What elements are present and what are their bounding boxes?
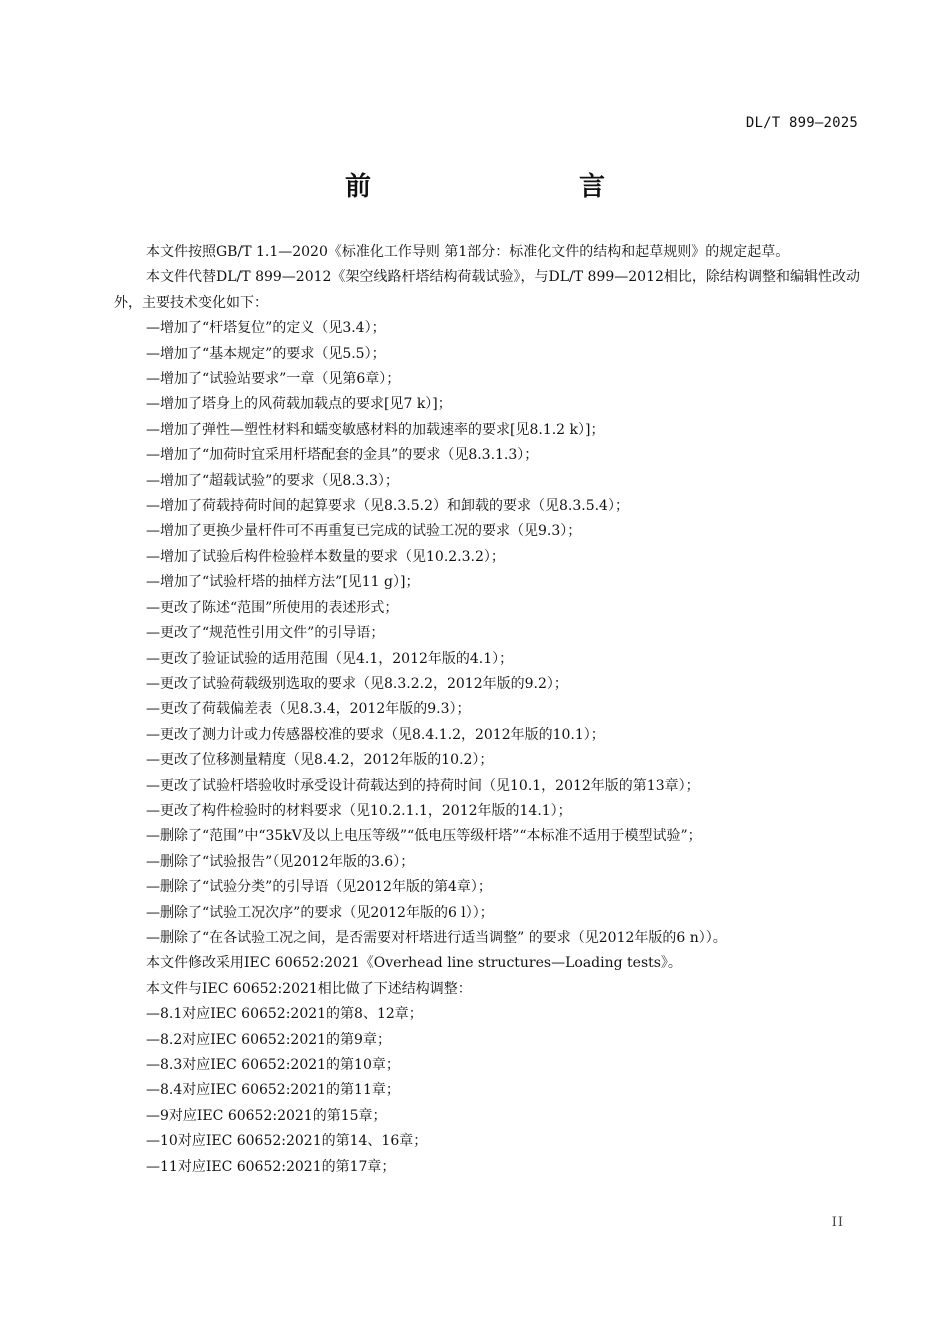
list-item: —增加了荷载持荷时间的起算要求（见8.3.5.2）和卸载的要求（见8.3.5.4）； (146, 498, 629, 515)
list-item: —更改了验证试验的适用范围（见4.1，2012年版的4.1）； (146, 650, 514, 667)
list-item: —删除了“试验报告”（见2012年版的3.6）； (146, 853, 415, 870)
iec-adoption-statement: 本文件修改采用IEC 60652:2021《Overhead line structures—Loading tests》。 (146, 955, 682, 972)
list-item: —增加了“试验站要求”一章（见第6章）； (146, 371, 401, 388)
list-item: —删除了“试验分类”的引导语（见2012年版的第4章）； (146, 879, 492, 896)
list-item: —8.3对应IEC 60652:2021的第10章； (146, 1057, 400, 1073)
list-item: —9对应IEC 60652:2021的第15章； (146, 1107, 387, 1124)
list-item: —8.4对应IEC 60652:2021的第11章； (146, 1082, 400, 1099)
page-number: II (831, 1215, 844, 1230)
list-item: —8.2对应IEC 60652:2021的第9章； (146, 1031, 391, 1048)
list-item: —增加了“加荷时宜采用杆塔配套的金具”的要求（见8.3.1.3）； (146, 447, 539, 464)
list-item: —增加了“杆塔复位”的定义（见3.4）； (146, 320, 386, 337)
list-item: —10对应IEC 60652:2021的第14、16章； (146, 1133, 428, 1150)
list-item: —更改了“规范性引用文件”的引导语； (146, 625, 385, 642)
list-item: —增加了试验后构件检验样本数量的要求（见10.2.3.2）； (146, 548, 505, 565)
list-item: —删除了“范围”中“35kV及以上电压等级”“低电压等级杆塔”“本标准不适用于模型试验”； (146, 828, 702, 845)
document-code: DL/T 899—2025 (745, 115, 858, 131)
list-item: —增加了弹性—塑性材料和蠕变敏感材料的加载速率的要求[见8.1.2 k）]； (146, 421, 605, 438)
list-item: —更改了测力计或力传感器校准的要求（见8.4.1.2，2012年版的10.1）； (146, 726, 605, 743)
list-item: —更改了构件检验时的材料要求（见10.2.1.1，2012年版的14.1）； (146, 802, 572, 819)
list-item: —增加了更换少量杆件可不再重复已完成的试验工况的要求（见9.3）； (146, 523, 582, 540)
list-item: —增加了“超载试验”的要求（见8.3.3）； (146, 472, 399, 489)
list-item: —更改了荷载偏差表（见8.3.4，2012年版的9.3）； (146, 701, 471, 718)
structure-changes-list (114, 1002, 860, 1180)
iec-structure-intro: 本文件与IEC 60652:2021相比做了下述结构调整： (146, 980, 472, 997)
list-item: —删除了“试验工况次序”的要求（见2012年版的6 l））； (146, 904, 494, 921)
list-item: —更改了位移测量精度（见8.4.2，2012年版的10.2）； (146, 752, 494, 769)
list-item: —11对应IEC 60652:2021的第17章； (146, 1158, 396, 1175)
technical-changes-list (114, 316, 860, 951)
list-item: —增加了塔身上的风荷载加载点的要求[见7 k）]； (146, 396, 452, 413)
list-item: —增加了“基本规定”的要求（见5.5）； (146, 345, 386, 362)
intro-paragraph: 本文件代替DL/T 899—2012《架空线路杆塔结构荷载试验》，与DL/T 899—2012相比，除结构调整和编辑性改动外，主要技术变化如下： (114, 269, 860, 311)
list-item: —更改了试验荷载级别选取的要求（见8.3.2.2，2012年版的9.2）； (146, 675, 568, 692)
list-item: —8.1对应IEC 60652:2021的第8、12章； (146, 1006, 423, 1023)
list-item: —增加了“试验杆塔的抽样方法”[见11 g）]； (146, 574, 420, 591)
document-body (114, 240, 860, 1180)
section-title: 前 言 (344, 172, 657, 202)
intro-paragraph: 本文件按照GB/T 1.1—2020《标准化工作导则 第1部分：标准化文件的结构和起草规则》的规定起草。 (146, 244, 790, 260)
list-item: —更改了试验杆塔验收时承受设计荷载达到的持荷时间（见10.1，2012年版的第13章）； (146, 777, 700, 794)
list-item: —更改了陈述“范围”所使用的表述形式； (146, 599, 399, 616)
list-item: —删除了“在各试验工况之间，是否需要对杆塔进行适当调整” 的要求（见2012年版的6 n））。 (146, 929, 727, 946)
